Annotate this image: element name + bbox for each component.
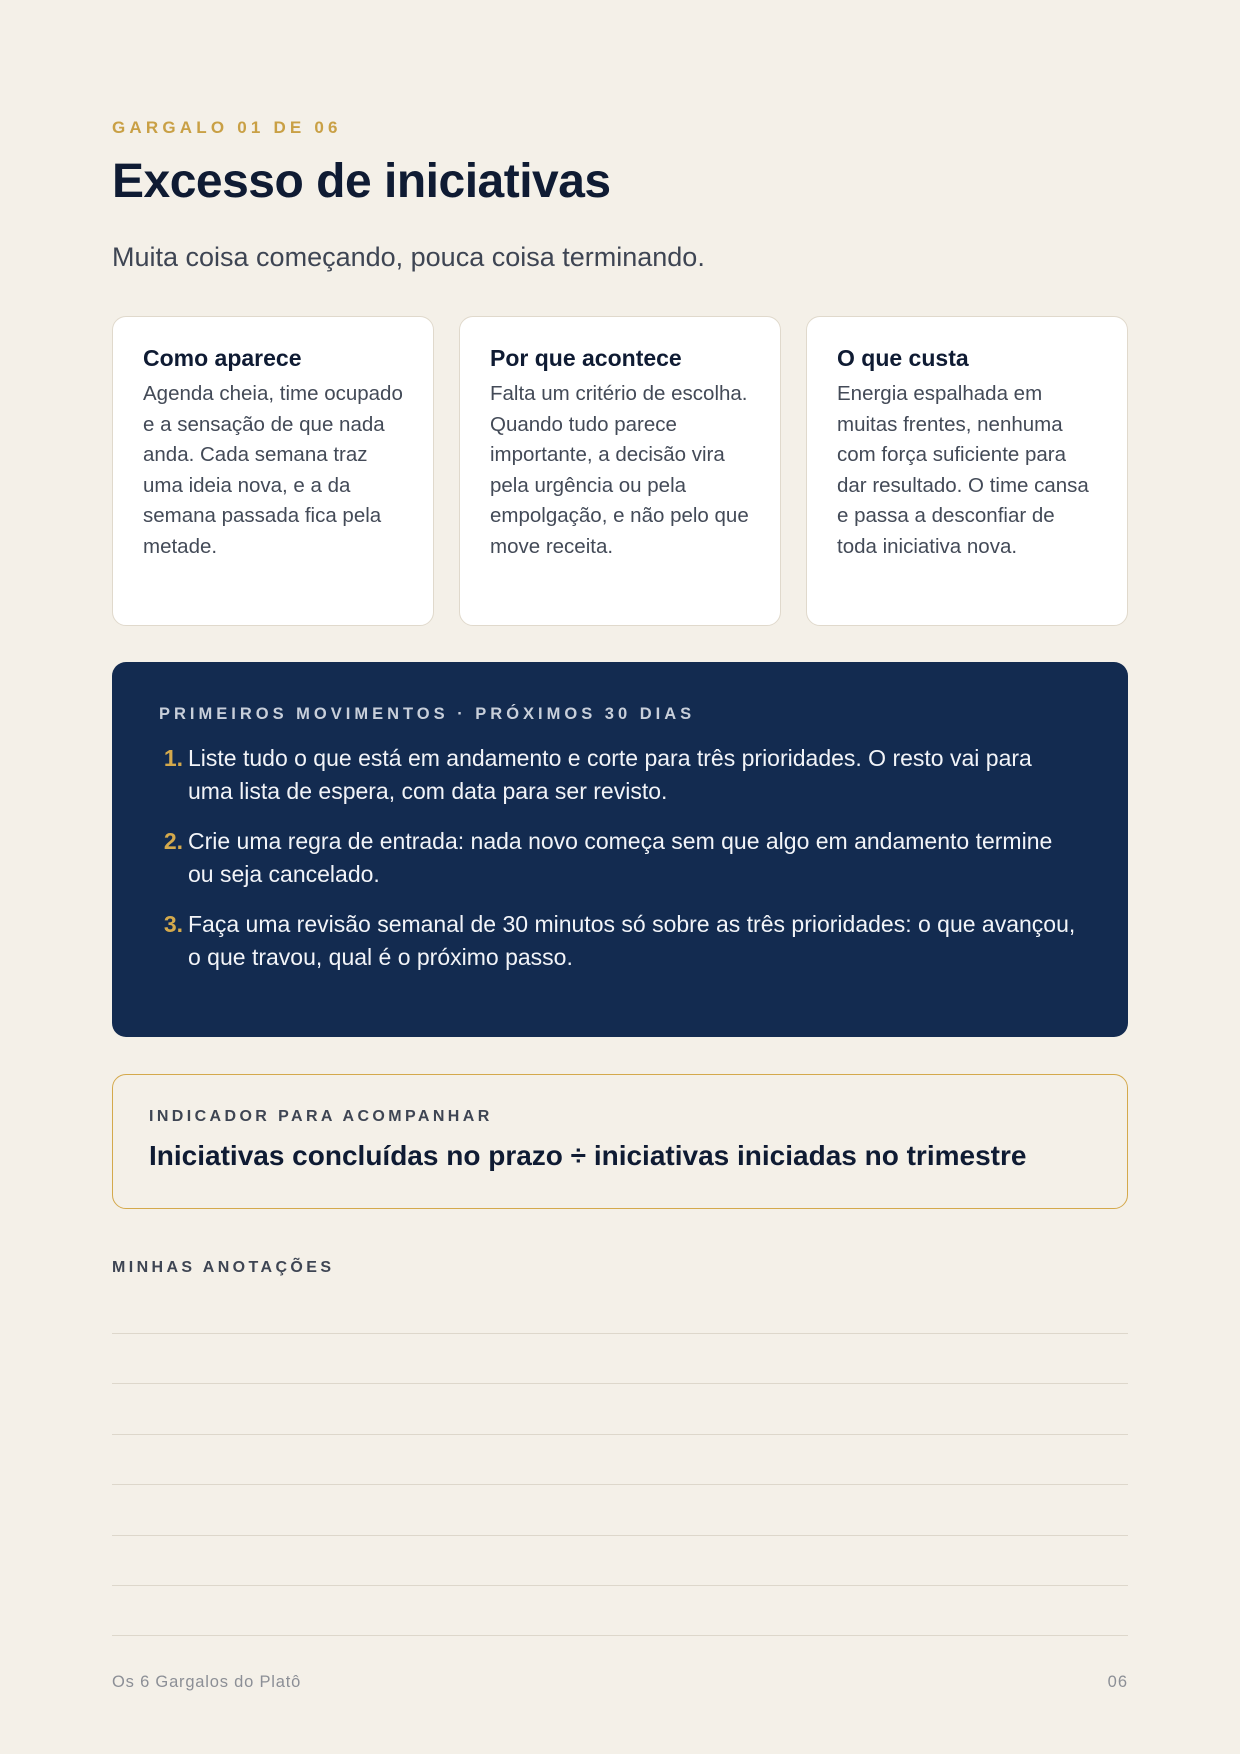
note-line <box>112 1383 1128 1384</box>
item-text: Faça uma revisão semanal de 30 minutos só sobre as três prioridades: o que avançou, o que travou, qual é o próximo passo. <box>188 911 1076 970</box>
item-text: Liste tudo o que está em andamento e corte para três prioridades. O resto vai para uma lista de espera, com data para ser revisto. <box>188 745 1032 804</box>
card-body: Agenda cheia, time ocupado e a sensação de que nada anda. Cada semana traz uma ideia nova, e a da semana passada fica pela metade. <box>143 382 403 558</box>
card-how-it-appears <box>112 316 434 626</box>
card-why-it-happens <box>459 316 781 626</box>
card-title: Por que acontece <box>490 345 682 371</box>
notes-label: MINHAS ANOTAÇÕES <box>112 1259 335 1276</box>
item-text: Crie uma regra de entrada: nada novo começa sem que algo em andamento termine ou seja cancelado. <box>188 828 1053 887</box>
indicator-formula: Iniciativas concluídas no prazo ÷ iniciativas iniciadas no trimestre <box>149 1140 1027 1171</box>
note-line <box>112 1333 1128 1334</box>
indicator-box <box>112 1074 1128 1209</box>
footer-document-title: Os 6 Gargalos do Platô <box>112 1673 302 1691</box>
first-moves-panel <box>112 662 1128 1037</box>
card-what-it-costs <box>806 316 1128 626</box>
note-line <box>112 1535 1128 1536</box>
indicator-label: INDICADOR PARA ACOMPANHAR <box>149 1108 493 1125</box>
note-line <box>112 1585 1128 1586</box>
page-subtitle: Muita coisa começando, pouca coisa terminando. <box>112 242 705 272</box>
card-title: Como aparece <box>143 345 302 371</box>
list-item <box>159 825 1080 891</box>
card-body: Falta um critério de escolha. Quando tudo parece importante, a decisão vira pela urgência ou pela empolgação, e não pelo que move receita. <box>490 382 749 558</box>
first-moves-list <box>159 742 1080 974</box>
note-line <box>112 1434 1128 1435</box>
item-number: 3. <box>163 911 183 937</box>
page-title: Excesso de iniciativas <box>112 155 611 208</box>
note-line <box>112 1484 1128 1485</box>
info-cards <box>112 316 1128 626</box>
item-number: 2. <box>163 828 183 854</box>
list-item <box>159 742 1080 808</box>
card-title: O que custa <box>837 345 969 371</box>
footer-page-number: 06 <box>1107 1673 1128 1691</box>
note-line <box>112 1635 1128 1636</box>
card-body: Energia espalhada em muitas frentes, nenhuma com força suficiente para dar resultado. O time cansa e passa a desconfiar de toda iniciativa nova. <box>837 382 1089 558</box>
first-moves-label: PRIMEIROS MOVIMENTOS · PRÓXIMOS 30 DIAS <box>159 705 696 723</box>
item-number: 1. <box>163 745 183 771</box>
section-eyebrow: GARGALO 01 DE 06 <box>112 118 342 137</box>
list-item <box>159 908 1080 974</box>
